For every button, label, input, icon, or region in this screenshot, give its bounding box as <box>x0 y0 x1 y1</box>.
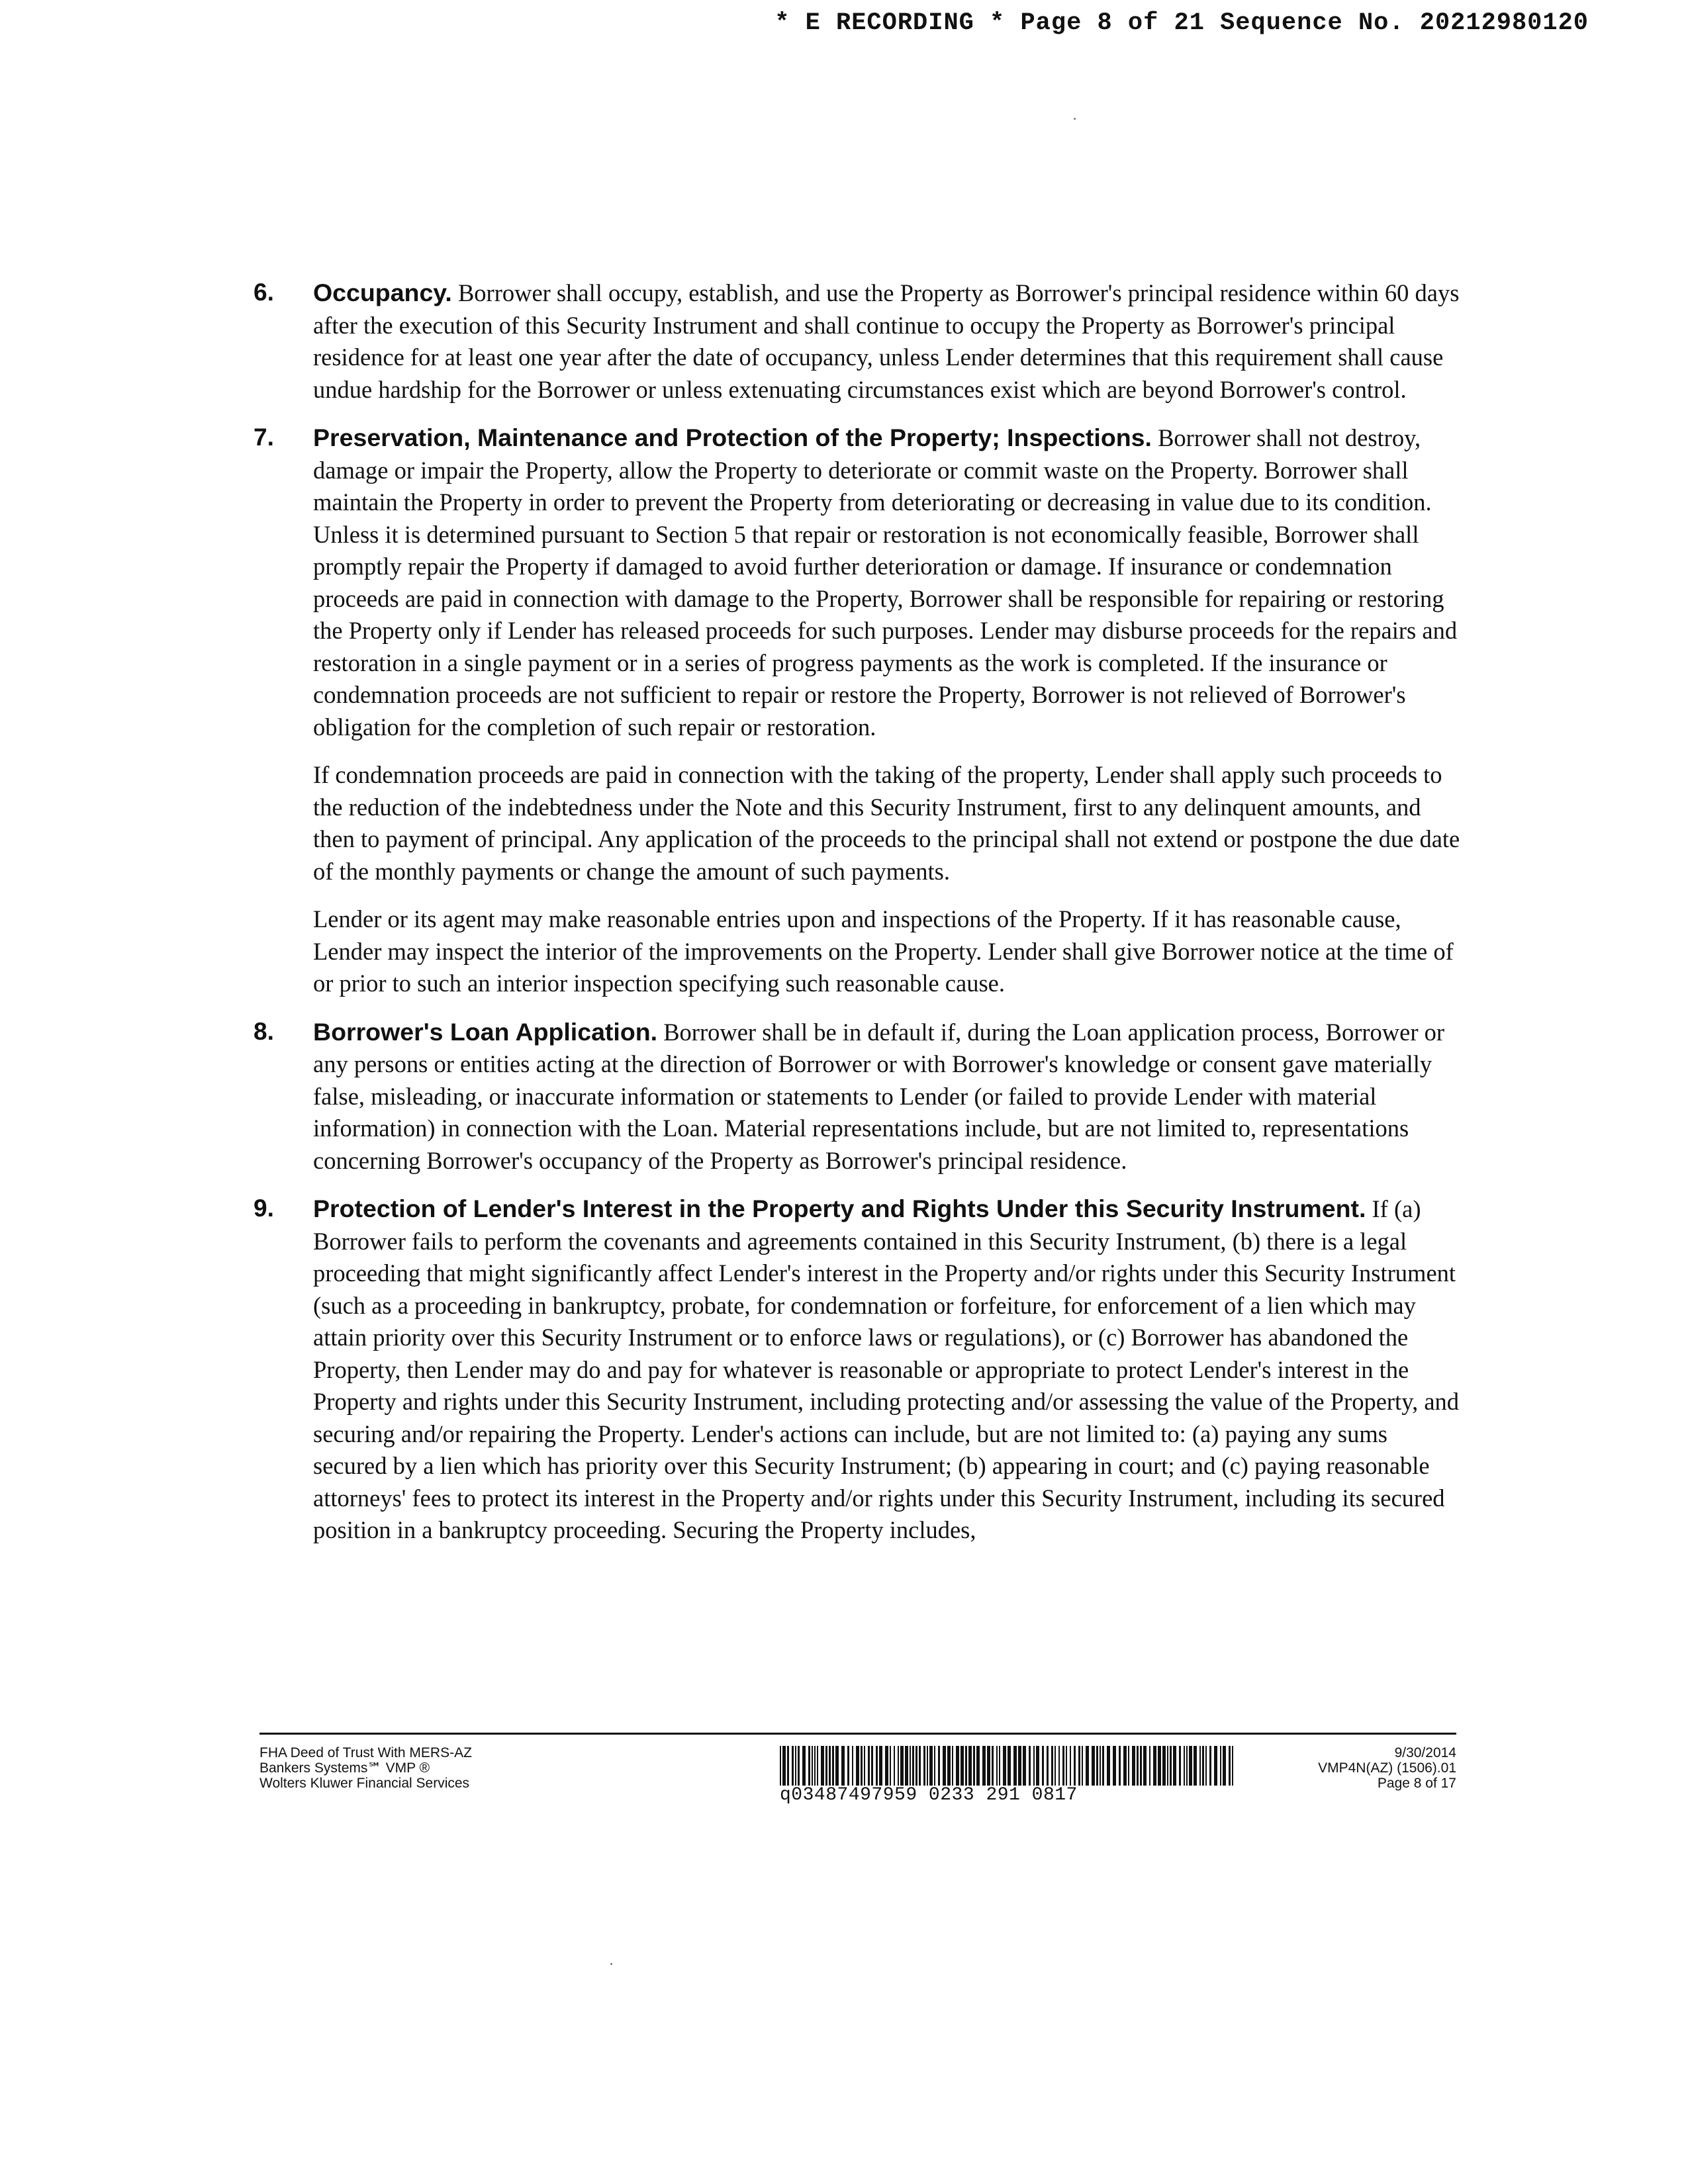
barcode-bar <box>782 1746 786 1786</box>
barcode-bar <box>812 1746 813 1786</box>
section-number: 9. <box>254 1195 274 1222</box>
section-paragraph <box>313 1016 1465 1177</box>
barcode-bar <box>927 1746 928 1786</box>
barcode-bar <box>841 1746 845 1786</box>
section-heading: Borrower's Loan Application. <box>313 1017 658 1046</box>
footer-form-title: FHA Deed of Trust With MERS-AZ <box>259 1745 472 1760</box>
barcode-bar <box>1003 1746 1006 1786</box>
section-heading: Occupancy. <box>313 279 452 306</box>
barcode-bar <box>1086 1746 1089 1786</box>
barcode-bar <box>929 1746 933 1786</box>
barcode-bar <box>912 1746 914 1786</box>
barcode-bar <box>987 1746 990 1786</box>
section-text: Borrower shall not destroy, damage or impair the Property, allow the Property to deteriorate or commit waste on the Property. Borrower shall maintain the Property in order to prevent the Property from deteriorating or decreasing in value due to its condition. Unless it is determined pursuant to Section 5 that repair or restoration is not economically feasible, Borrower shall promptly repair the Property if damaged to avoid further deterioration or damage. If insurance or condemnation proceeds are paid in connection with damage to the Property, Borrower shall be responsible for repairing or restoring the Property only if Lender has released proceeds for such purposes. Lender may disburse proceeds for the repairs and restoration in a single payment or in a series of progress payments as the work is completed. If the insurance or condemnation proceeds are not sufficient to repair or restore the Property, Borrower is not relieved of Borrower's obligation for the completion of such repair or restoration. <box>313 424 1458 741</box>
barcode-bar <box>1033 1746 1035 1786</box>
barcode-bar <box>1173 1746 1176 1786</box>
section-7-preservation <box>254 422 1465 1000</box>
section-paragraph: If condemnation proceeds are paid in connection with the taking of the property, Lender shall apply such proceeds to the reduction of the indebtedness under the Note and this Security Instrument, first to any delinquent amounts, and then to payment of principal. Any application of the proceeds to the principal shall not extend or postpone the due date of the monthly payments or change the amount of such payments. <box>313 761 1460 885</box>
section-paragraph <box>313 422 1465 743</box>
barcode-bar <box>871 1746 873 1786</box>
barcode-bar <box>919 1746 921 1786</box>
barcode-bar <box>1132 1746 1135 1786</box>
barcode-bar <box>1140 1746 1142 1786</box>
section-heading: Preservation, Maintenance and Protection of the Property; Inspections. <box>313 424 1152 451</box>
barcode-bar <box>852 1746 853 1786</box>
footer-date: 9/30/2014 <box>1394 1745 1456 1760</box>
footer-page-number: Page 8 of 17 <box>1377 1776 1456 1791</box>
section-text: Borrower shall be in default if, during the Loan application process, Borrower or any persons or entities acting at the direction of Borrower or with Borrower's knowledge or consent gave materially false, misleading, or inaccurate information or statements to Lender (or failed to provide Lender with material information) in connection with the Loan. Material representations include, but are not limited to, representations concerning Borrower's occupancy of the Property as Borrower's principal residence. <box>313 1018 1445 1174</box>
barcode-bar <box>1047 1746 1049 1786</box>
barcode-bar <box>1070 1746 1071 1786</box>
barcode-bar <box>1096 1746 1098 1786</box>
barcode-bar <box>835 1746 839 1786</box>
scan-speck <box>610 1963 612 1965</box>
barcode-bar <box>795 1746 796 1786</box>
barcode-bar <box>1058 1746 1060 1786</box>
barcode-bar <box>952 1746 953 1786</box>
barcode-bar <box>992 1746 994 1786</box>
barcode-bar <box>1214 1746 1217 1786</box>
barcode-bar <box>1209 1746 1211 1786</box>
barcode-bar <box>996 1746 998 1786</box>
document-body <box>254 277 1465 1563</box>
barcode-bar <box>1194 1746 1197 1786</box>
section-paragraph <box>313 1193 1465 1547</box>
barcode-bar <box>876 1746 878 1786</box>
barcode-bar <box>1189 1746 1192 1786</box>
section-text: Borrower shall occupy, establish, and use the Property as Borrower's principal residence within 60 days after the execution of this Security Instrument and shall continue to occupy the Property as Borrower's principal residence for at least one year after the date of occupancy, unless Lender determines that this requirement shall cause undue hardship for the Borrower or unless extenuating circumstances exist which are beyond Borrower's control. <box>313 279 1460 403</box>
barcode-bar <box>1008 1746 1011 1786</box>
section-6-occupancy <box>254 277 1465 406</box>
barcode-bar <box>1186 1746 1188 1786</box>
barcode-bar <box>965 1746 967 1786</box>
barcode-bar <box>798 1746 800 1786</box>
barcode-bar <box>1018 1746 1021 1786</box>
barcode-bar <box>1013 1746 1017 1786</box>
barcode-bar <box>1184 1746 1185 1786</box>
section-number: 7. <box>254 424 274 451</box>
barcode-bar <box>868 1746 870 1786</box>
barcode-bar <box>879 1746 882 1786</box>
barcode-bar <box>1029 1746 1031 1786</box>
footer-vendor: Bankers Systems℠ VMP ® <box>259 1760 430 1776</box>
barcode-bar <box>923 1746 925 1786</box>
barcode-bar <box>1042 1746 1044 1786</box>
barcode-bar <box>900 1746 904 1786</box>
footer-form-meta <box>1318 1745 1456 1791</box>
barcode-bar <box>894 1746 895 1786</box>
barcode-bar <box>890 1746 891 1786</box>
barcode-icon <box>780 1746 1237 1786</box>
barcode-bar <box>861 1746 863 1786</box>
barcode-bar <box>973 1746 975 1786</box>
barcode-bar <box>1078 1746 1080 1786</box>
barcode-bar <box>1153 1746 1156 1786</box>
barcode-bar <box>905 1746 908 1786</box>
barcode-bar <box>1113 1746 1116 1786</box>
barcode-bar <box>1102 1746 1104 1786</box>
barcode-bar <box>1066 1746 1067 1786</box>
footer-form-info <box>259 1745 472 1791</box>
barcode-bar <box>1055 1746 1056 1786</box>
section-8-loan-application <box>254 1016 1465 1177</box>
barcode-bar <box>1199 1746 1201 1786</box>
barcode-bar <box>1051 1746 1053 1786</box>
barcode-bar <box>787 1746 789 1786</box>
barcode-bar <box>943 1746 946 1786</box>
barcode-bar <box>1082 1746 1083 1786</box>
section-text: If (a) Borrower fails to perform the covenants and agreements contained in this Security Instrument, (b) there is a legal proceeding that might significantly affect Lender's interest in the Property and/or rights under this Security Instrument (such as a proceeding in bankruptcy, probate, for condemnation or forfeiture, for enforcement of a lien which may attain priority over this Security Instrument or to enforce laws or regulations), or (c) Borrower has abandoned the Property, then Lender may do and pay for whatever is reasonable or appropriate to protect Lender's interest in the Property and rights under this Security Instrument, including protecting and/or assessing the value of the Property, and securing and/or repairing the Property. Lender's actions can include, but are not limited to: (a) paying any sums secured by a lien which has priority over this Security Instrument; (b) appearing in court; and (c) paying reasonable attorneys' fees to protect its interest in the Property and/or rights under this Security Instrument, including its secured position in a bankruptcy proceeding. Securing the Property includes, <box>313 1195 1460 1543</box>
barcode-bar <box>817 1746 818 1786</box>
barcode-bar <box>1143 1746 1147 1786</box>
barcode-bar <box>976 1746 980 1786</box>
barcode-bar <box>947 1746 951 1786</box>
section-number: 8. <box>254 1017 274 1045</box>
section-heading: Protection of Lender's Interest in the Property and Rights Under this Security Instrument. <box>313 1195 1366 1222</box>
footer-publisher: Wolters Kluwer Financial Services <box>259 1776 470 1791</box>
barcode-bar <box>1137 1746 1139 1786</box>
section-paragraph <box>313 277 1465 406</box>
barcode-bar <box>885 1746 888 1786</box>
barcode-bar <box>814 1746 816 1786</box>
barcode-bar <box>1074 1746 1076 1786</box>
barcode-bar <box>1202 1746 1204 1786</box>
barcode-bar <box>780 1746 781 1786</box>
barcode-bar <box>999 1746 1000 1786</box>
footer-divider <box>259 1733 1456 1735</box>
barcode-bar <box>1170 1746 1172 1786</box>
barcode-bar <box>934 1746 935 1786</box>
barcode-bar <box>1036 1746 1039 1786</box>
barcode-bar <box>1062 1746 1064 1786</box>
barcode-bar <box>910 1746 911 1786</box>
barcode-bar <box>1232 1746 1233 1786</box>
barcode-bar <box>1179 1746 1181 1786</box>
scan-speck <box>1074 118 1076 120</box>
barcode-bar <box>961 1746 964 1786</box>
barcode-bar <box>1205 1746 1207 1786</box>
barcode-bar <box>1119 1746 1121 1786</box>
section-paragraph: Lender or its agent may make reasonable entries upon and inspections of the Property. If it has reasonable cause, Lender may inspect the interior of the improvements on the Property. Lender shall give Borrower notice at the time of or prior to such an interior inspection specifying such reasonable cause. <box>313 905 1454 997</box>
barcode-bar <box>968 1746 972 1786</box>
barcode-bar <box>1223 1746 1226 1786</box>
barcode-number: q03487497959 0233 291 0817 <box>780 1785 1078 1805</box>
barcode-bar <box>864 1746 865 1786</box>
barcode-bar <box>915 1746 917 1786</box>
barcode-bar <box>856 1746 859 1786</box>
barcode-bar <box>938 1746 940 1786</box>
barcode-bar <box>1167 1746 1168 1786</box>
barcode-bar <box>829 1746 831 1786</box>
recording-banner: * E RECORDING * Page 8 of 21 Sequence No. 20212980120 <box>774 9 1589 37</box>
barcode-bar <box>956 1746 959 1786</box>
barcode-bar <box>982 1746 986 1786</box>
barcode-bar <box>821 1746 824 1786</box>
footer-form-code: VMP4N(AZ) (1506).01 <box>1318 1760 1456 1776</box>
barcode-bar <box>832 1746 834 1786</box>
barcode-bar <box>1149 1746 1150 1786</box>
barcode-bar <box>1107 1746 1110 1786</box>
barcode-bar <box>1229 1746 1231 1786</box>
barcode-bar <box>1158 1746 1161 1786</box>
barcode-bar <box>1128 1746 1129 1786</box>
barcode-bar <box>1092 1746 1095 1786</box>
barcode-bar <box>847 1746 849 1786</box>
barcode-bar <box>1023 1746 1026 1786</box>
barcode-bar <box>1220 1746 1221 1786</box>
barcode-bar <box>808 1746 810 1786</box>
barcode-bar <box>898 1746 899 1786</box>
barcode-bar <box>1162 1746 1166 1786</box>
section-number: 6. <box>254 279 274 306</box>
barcode-bar <box>802 1746 806 1786</box>
barcode-bar <box>792 1746 794 1786</box>
barcode-bar <box>825 1746 827 1786</box>
barcode-bar <box>1123 1746 1127 1786</box>
footer-barcode <box>780 1746 1237 1805</box>
section-9-protection <box>254 1193 1465 1547</box>
barcode-bar <box>1100 1746 1101 1786</box>
